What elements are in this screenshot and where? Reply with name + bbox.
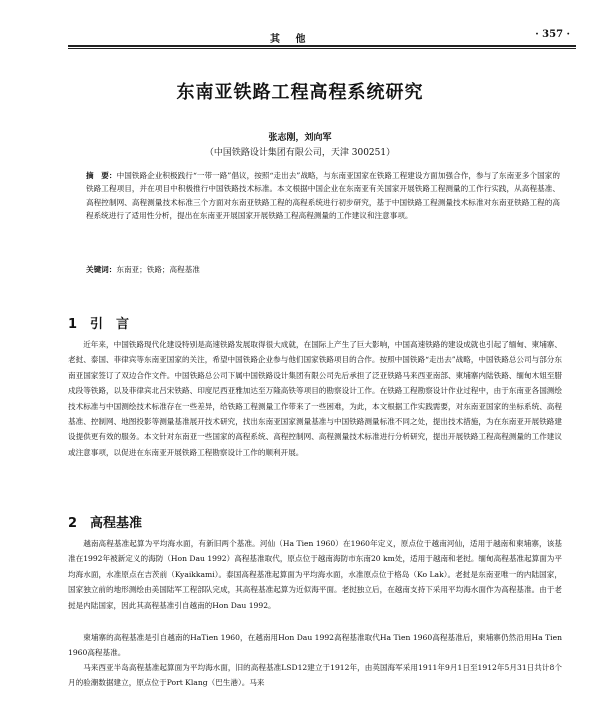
keywords [86,264,560,276]
paper-authors: 张志刚，刘向军 [268,133,332,143]
paragraph: 马来西亚半岛高程基准起算面为平均海水面，旧的高程基准LSD12建立于1912年，由英国海军采用1911年9月1日至1912年5月31日共计8个月的验潮数据建立，原点位于Port Klang（巴生港）。马来 [68,663,562,688]
header-rule [68,45,576,47]
page-number: · 357 · [535,29,570,40]
paper-affiliation: （中国铁路设计集团有限公司，天津 300251） [204,148,396,158]
paragraph: 柬埔寨的高程基准是引自越南的HaTien 1960，在越南用Hon Dau 1992高程基准取代Ha Tien 1960高程基准后，柬埔寨仍然沿用Ha Tien 1960高程基准。 [68,633,562,658]
keywords-label: 关键词： [86,265,117,274]
keywords-text: 东南亚；铁路；高程基准 [116,265,200,274]
section-title: 引 言 [90,317,130,332]
section-heading-elevation-datum [68,512,142,531]
header-rule-thin [68,48,576,49]
section-number: 1 [68,317,78,332]
section-heading-introduction [68,313,129,332]
paper-title: 东南亚铁路工程高程系统研究 [176,82,424,103]
section-title: 高程基准 [90,516,143,531]
abstract [86,169,560,222]
abstract-label: 摘 要： [86,171,117,180]
paragraph: 越南高程基准起算为平均海水面，有新旧两个基准。河仙（Ha Tien 1960）在1960年定义，原点位于越南河仙，适用于越南和柬埔寨，该基准在1992年被新定义的海防（Hon Dau 1992）高程基准取代，原点位于越南海防市东南20 km处，适用于越南和老挝。缅甸高程基准起算面为平均海水面，水准原点在吉茨前（Kyaikkami）。泰国高程基准起算面为平均海水面，水准原点位于格岛（Ko Lak）。老挝是东南亚唯一的内陆国家，国家独立前的地形测绘由美国陆军工程部队完成，其高程基准起算为近似海平面。老挝独立后，在越南支持下采用平均海水面作为高程基准。由于老挝是内陆国家，因此其高程基准引自越南的Hon Dau 1992。 [68,539,562,610]
section-number: 2 [68,516,78,531]
abstract-text: 中国铁路企业积极践行“一带一路”倡议，按照“走出去”战略，与东南亚国家在铁路工程建设方面加强合作，参与了东南亚多个国家的铁路工程项目，并在项目中积极推行中国铁路技术标准。本文根据中国企业在东南亚有关国家开展铁路工程测量的工作行实践，从高程基准、高程控制网、高程测量技术标准三个方面对东南亚铁路工程的高程系统进行初步研究，基于中国铁路工程测量技术标准对东南亚铁路工程的高程系统进行了适用性分析，提出在东南亚开展国家开展铁路工程高程测量的工作建议和注意事项。 [86,171,560,220]
running-header-section: 其 他 [270,34,312,45]
paragraph: 近年来，中国铁路现代化建设特别是高速铁路发展取得很大成就，在国际上产生了巨大影响，中国高速铁路的建设成就也引起了缅甸、柬埔寨、老挝、泰国、菲律宾等东南亚国家的关注，希望中国铁路企业参与他们国家铁路项目的合作。按照中国铁路“走出去”战略，中国铁路总公司与部分东南亚国家签订了双边合作文件。中国铁路总公司下属中国铁路设计集团有限公司先后承担了泛亚铁路马来西亚南部、柬埔寨内陆铁路、缅甸木姐至腊戍段等铁路，以及菲律宾北吕宋铁路、印度尼西亚雅加达至万隆高铁等项目的勘察设计工作。在铁路工程勘察设计作业过程中，由于东南亚各国测绘技术标准与中国测绘技术标准存在一些差异，给铁路工程测量工作带来了一些困难，为此，本文根据工作实践需要，对东南亚国家的坐标系统、高程基准、控制网、地图投影等测量基准展开技术研究，找出东南亚国家测量基准与中国铁路测量标准不同之处，提出技术措施，为在东南亚开展铁路建设提供更有效的服务。本文针对东南亚一些国家的高程系统、高程控制网、高程测量技术标准进行分析研究，提出开展铁路工程高程测量的工作建议或注意事项，以促进在东南亚开展铁路工程勘察设计工作的顺利开展。 [68,340,562,457]
